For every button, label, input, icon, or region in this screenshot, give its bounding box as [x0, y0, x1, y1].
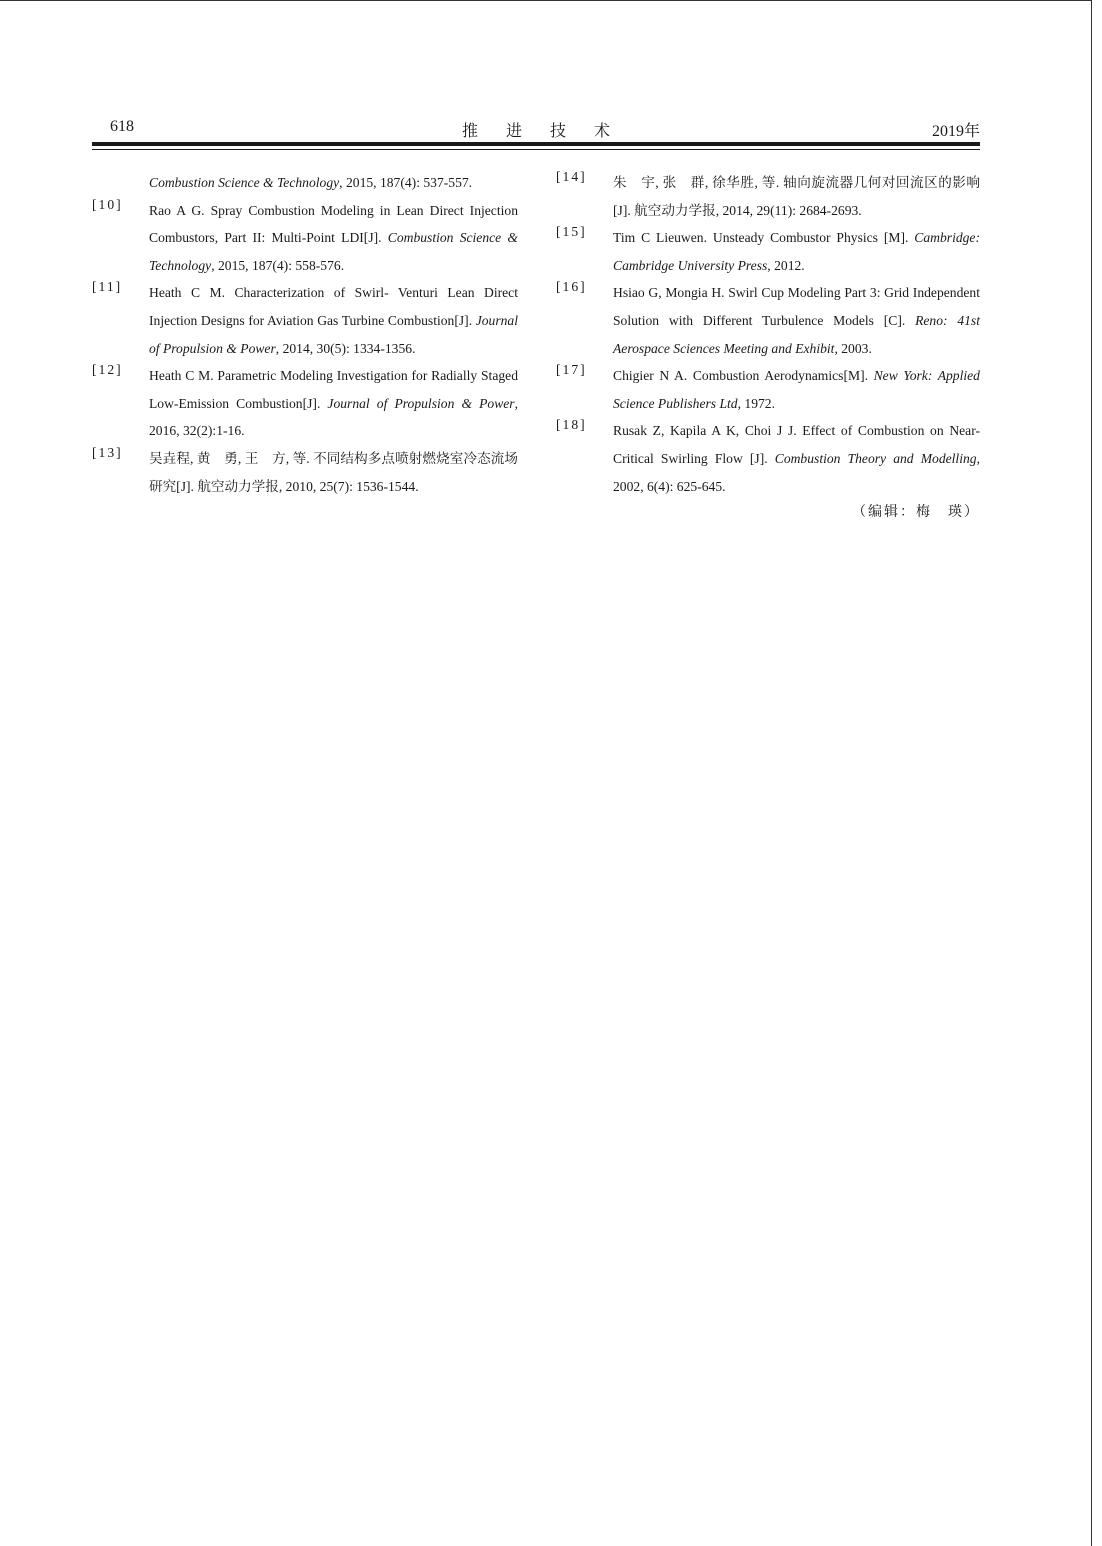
- reference-number: [17]: [556, 362, 587, 378]
- reference-source-italic: New York: Applied Science Publishers Ltd: [613, 368, 980, 411]
- reference-text: [149, 362, 518, 445]
- reference-text-segment: , 2016, 32(2):1-16.: [149, 395, 518, 439]
- reference-text-segment: Tim C Lieuwen. Unsteady Combustor Physics [M].: [613, 230, 915, 246]
- reference-text-segment: , 2002, 6(4): 625-645.: [613, 450, 980, 494]
- reference-text-segment: , 2003.: [834, 340, 872, 356]
- reference-text: [149, 445, 518, 500]
- reference-item: [92, 362, 518, 445]
- reference-source-italic: Combustion Theory and Modelling: [774, 450, 977, 466]
- reference-text-segment: Rusak Z, Kapila A K, Choi J J. Effect of Combustion on Near-Critical Swirling Flow [J].: [613, 423, 980, 466]
- reference-item: [92, 197, 518, 280]
- reference-text: [149, 197, 518, 280]
- reference-item: [92, 279, 518, 362]
- reference-source-italic: Combustion Science & Technology: [149, 230, 518, 273]
- reference-text: [613, 417, 980, 500]
- header-rule-thin: [92, 149, 980, 150]
- reference-text: [149, 279, 518, 362]
- issue-year: 2019年: [931, 123, 980, 140]
- reference-source-italic: Reno: 41st Aerospace Sciences Meeting and Exhibit: [613, 312, 980, 356]
- reference-text: [149, 169, 518, 197]
- reference-source-italic: Combustion Science & Technology: [149, 175, 340, 190]
- reference-source-italic: Cambridge: Cambridge University Press: [613, 230, 980, 273]
- reference-item: [556, 224, 980, 279]
- reference-text-segment: 朱 宇, 张 群, 徐华胜, 等. 轴向旋流器几何对回流区的影响[J]. 航空动力学报, 2014, 29(11): 2684-2693.: [613, 175, 980, 218]
- reference-text-segment: , 2015, 187(4): 537-557.: [339, 175, 473, 190]
- reference-text-segment: Rao A G. Spray Combustion Modeling in Lean Direct Injection Combustors, Part II: Multi-Point LDI[J].: [149, 202, 518, 246]
- reference-number: [12]: [92, 362, 123, 378]
- reference-item: [556, 417, 980, 500]
- editor-note: （编辑：梅 瑛）: [852, 505, 980, 521]
- reference-text-segment: 吴垚程, 黄 勇, 王 方, 等. 不同结构多点喷射燃烧室冷态流场研究[J]. 航空动力学报, 2010, 25(7): 1536-1544.: [149, 450, 518, 494]
- reference-number: [14]: [556, 169, 587, 184]
- reference-number: [10]: [92, 196, 123, 212]
- reference-item: [556, 169, 980, 224]
- running-header: [92, 116, 980, 140]
- reference-text-segment: Chigier N A. Combustion Aerodynamics[M].: [613, 368, 874, 384]
- reference-text-segment: , 1972.: [737, 395, 775, 411]
- references-right-column: [556, 169, 980, 526]
- journal-title: 推 进 技 术: [461, 123, 622, 140]
- reference-text: [613, 224, 980, 279]
- reference-item: [92, 169, 518, 197]
- header-rule-thick: [92, 142, 980, 146]
- reference-text: [613, 279, 980, 362]
- reference-number: [16]: [556, 279, 587, 295]
- reference-text-segment: Heath C M. Characterization of Swirl- Venturi Lean Direct Injection Designs for Aviation Gas Turbine Combustion[J].: [149, 285, 518, 328]
- reference-text-segment: Heath C M. Parametric Modeling Investigation for Radially Staged Low-Emission Combustion[J].: [149, 368, 518, 411]
- reference-number: [11]: [92, 279, 123, 295]
- reference-text: [613, 362, 980, 417]
- reference-number: [18]: [556, 417, 587, 433]
- reference-text-segment: , 2015, 187(4): 558-576.: [211, 257, 345, 273]
- reference-item: [556, 362, 980, 417]
- reference-text-segment: , 2012.: [767, 257, 805, 273]
- reference-number: [15]: [556, 224, 587, 240]
- reference-source-italic: Journal of Propulsion & Power: [149, 312, 518, 356]
- reference-text: [613, 169, 980, 224]
- reference-source-italic: Journal of Propulsion & Power: [327, 395, 515, 411]
- references-left-column: [92, 169, 518, 500]
- reference-text-segment: , 2014, 30(5): 1334-1356.: [275, 340, 416, 356]
- reference-item: [556, 279, 980, 362]
- reference-text-segment: Hsiao G, Mongia H. Swirl Cup Modeling Part 3: Grid Independent Solution with Different Turbulence Models [C].: [613, 285, 980, 328]
- reference-item: [92, 445, 518, 500]
- page-number: 618: [110, 118, 134, 135]
- reference-number: [13]: [92, 444, 123, 460]
